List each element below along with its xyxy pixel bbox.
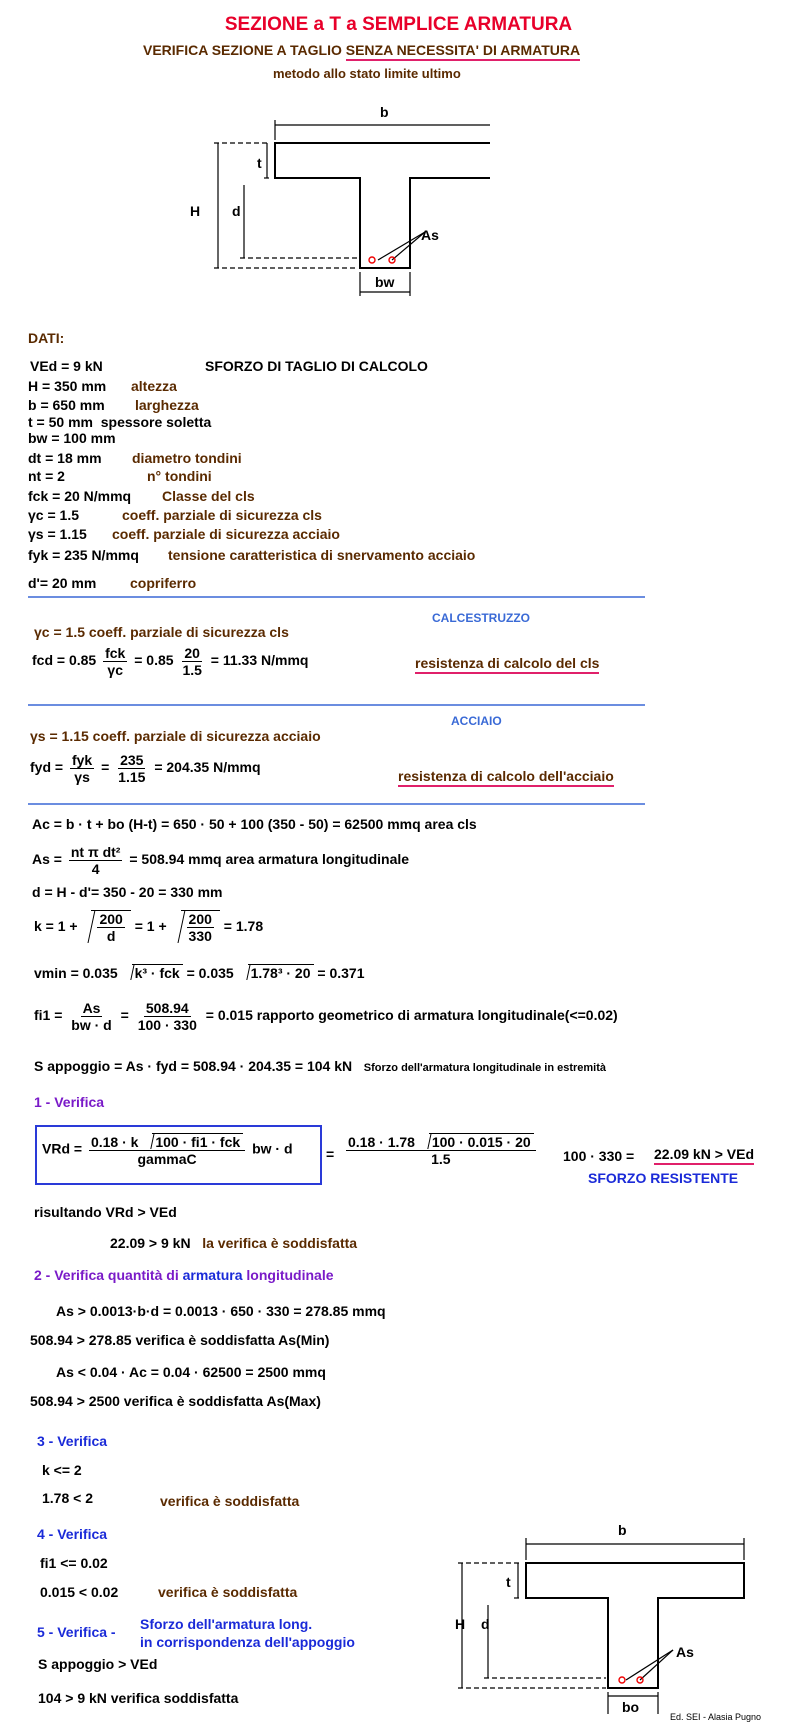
t-section-diagram-top [200,100,490,300]
v5-desc-1: Sforzo dell'armatura long. [140,1616,313,1632]
t-value [28,414,211,430]
sapp-text: S appoggio = As · fyd = 508.94 · 204.35 = 104 kN [34,1058,353,1074]
v4-line1: fi1 <= 0.02 [40,1555,108,1571]
k-a: k = 1 + [34,918,78,935]
fcd-a: fcd = 0.85 [32,652,97,669]
ved-value: VEd = 9 kN [30,358,103,374]
gs-value: γs = 1.15 [28,526,87,542]
v2-min-check: 508.94 > 278.85 verifica è soddisfatta As(Min) [30,1332,330,1348]
dim-t-bottom: t [506,1574,511,1590]
fi-b: = [120,1007,129,1024]
dim-b: b [380,104,389,120]
k-b: = 1 + [134,918,167,935]
dt-value: dt = 18 mm [28,450,102,466]
vrd-formula [42,1133,293,1167]
v3-line2: 1.78 < 2 [42,1490,93,1506]
dim-d-bottom: d [481,1616,490,1632]
fcd-c: = 11.33 N/mmq [210,652,309,669]
dim-bw: bw [375,274,395,290]
acciaio-section-title: ACCIAIO [451,714,502,728]
b-value: b = 650 mm [28,397,105,413]
bw-value: bw = 100 mm [28,430,116,446]
k-formula [34,910,263,944]
dim-H-bottom: H [455,1616,466,1632]
vrd-label-resistente: SFORZO RESISTENTE [588,1170,739,1186]
vrd-fraction-2: $\frac{0.18 \cdot 1.78 100 \cdot 0.015 \cdot 20}{1.5}$ [346,1133,536,1167]
subtitle-part-a: VERIFICA SEZIONE A TAGLIO [143,42,346,58]
fcd-formula [32,645,308,678]
vrd-formula-2 [343,1133,539,1167]
fi-fraction-1: $\frac{As}{bw \cdot d}$ [71,1000,112,1033]
v5-line2: 104 > 9 kN verifica soddisfatta [38,1690,239,1706]
t-section-diagram-bottom [448,1520,748,1720]
fck-desc: Classe del cls [162,488,255,504]
v1-check-desc: la verifica è soddisfatta [202,1235,358,1251]
v1-check-values: 22.09 > 9 kN [110,1235,191,1251]
dp-value: d'= 20 mm [28,575,97,591]
fyd-c: = 204.35 N/mmq [154,759,261,776]
footer-credit: Ed. SEI - Alasia Pugno [670,1712,762,1722]
H-value: H = 350 mm [28,378,107,394]
as-fraction: $\frac{\text{nt π dt²}}{4}$ [70,844,121,877]
cls-section-title: CALCESTRUZZO [432,611,530,625]
page-title: SEZIONE a T a SEMPLICE ARMATURA [224,14,573,35]
fyd-fraction-2: $\frac{235}{1.15}$ [118,752,146,785]
k-sqrt-1: $\frac{200}{d}$ [91,910,130,944]
verifica-2-heading: 2 - Verifica quantità di armatura longitudinale [34,1267,334,1283]
vmin-b: = 0.035 [186,965,234,981]
fi-fraction-2: $\frac{508.94}{100 \cdot 330}$ [137,1000,197,1033]
divider-3 [28,803,645,805]
v2-max: As < 0.04 · Ac = 0.04 · 62500 = 2500 mmq [56,1364,326,1380]
v4-desc: verifica è soddisfatta [158,1584,298,1600]
fcd-fraction-1: $\frac{\text{fck}}{\gamma c}$ [105,645,126,678]
fi-a: fi1 = [34,1007,63,1024]
as-formula [32,844,409,877]
v1-check [110,1235,357,1251]
ved-desc: SFORZO DI TAGLIO DI CALCOLO [205,358,428,374]
fyd-fraction-1: $\frac{\text{fyk}}{\gamma s}$ [71,752,93,785]
vrd-label: VRd = [42,1140,83,1157]
fcd-fraction-2: $\frac{20}{1.5}$ [182,645,202,678]
fyk-desc: tensione caratteristica di snervamento acciaio [168,547,476,563]
d-line: d = H - d'= 350 - 20 = 330 mm [32,884,223,900]
dt-desc: diametro tondini [132,450,242,466]
dim-d-top: d [232,203,241,219]
v4-line2: 0.015 < 0.02 [40,1584,119,1600]
fck-value: fck = 20 N/mmq [28,488,132,504]
v2-max-check: 508.94 > 2500 verifica è soddisfatta As(Max) [30,1393,321,1409]
H-desc: altezza [131,378,177,394]
fyd-label: resistenza di calcolo dell'acciaio [398,768,614,784]
dati-heading: DATI: [28,330,65,346]
gs-desc: coeff. parziale di sicurezza acciaio [112,526,340,542]
verifica-1-heading: 1 - Verifica [34,1094,105,1110]
k-sqrt-2: $\frac{200}{330}$ [181,910,220,944]
vrd-eq: = [326,1146,335,1162]
subtitle-part-b: SENZA NECESSITA' DI ARMATURA [346,42,580,61]
k-c: = 1.78 [223,918,264,935]
t-desc: spessore soletta [100,414,212,430]
page-subtitle [143,42,580,58]
fi-formula [34,1000,618,1033]
v3-line1: k <= 2 [42,1462,82,1478]
vrd-fraction-1: $\frac{\text{0.18 · k 100 · fi1 · fck}}{\text{gammaC}}$ [89,1133,245,1167]
fyk-value: fyk = 235 N/mmq [28,547,139,563]
vrd-bwd: bw · d [252,1140,293,1157]
dim-bo-bottom: bo [622,1699,640,1715]
as-b: = 508.94 mmq area armatura longitudinale [129,851,410,868]
fyd-formula [30,752,261,785]
vmin-c: = 0.371 [317,965,365,981]
dim-b-bottom: b [618,1522,627,1538]
v5-desc-2: in corrispondenza dell'appoggio [140,1634,355,1650]
as-a: As = [32,851,62,868]
label-As: As [421,227,439,243]
cls-gc-line: γc = 1.5 coeff. parziale di sicurezza cls [34,624,289,640]
method-text: metodo allo stato limite ultimo [273,66,461,81]
fcd-label: resistenza di calcolo del cls [415,655,599,671]
nt-desc: n° tondini [147,468,212,484]
t-value-text: t = 50 mm [28,414,93,430]
acciaio-gs-line: γs = 1.15 coeff. parziale di sicurezza acciaio [30,728,321,744]
vmin-sqrt-1: k³ · fck [132,964,183,981]
vmin-a: vmin = 0.035 [34,965,118,981]
fi-c: = 0.015 rapporto geometrico di armatura longitudinale(<=0.02) [205,1007,618,1024]
nt-value: nt = 2 [28,468,65,484]
vmin-sqrt-2: 1.78³ · 20 [248,964,314,981]
b-desc: larghezza [135,397,199,413]
v5-line1: S appoggio > VEd [38,1656,158,1672]
risultando-line: risultando VRd > VEd [34,1204,177,1220]
verifica-4-heading: 4 - Verifica [37,1526,108,1542]
divider-1 [28,596,645,598]
divider-2 [28,704,645,706]
vrd-result: 22.09 kN > VEd [654,1146,754,1162]
ac-line: Ac = b · t + bo (H-t) = 650 · 50 + 100 (350 - 50) = 62500 mmq area cls [32,816,477,832]
verifica-3-heading: 3 - Verifica [37,1433,108,1449]
vmin-formula [34,964,365,981]
vrd-tail: 100 · 330 = [563,1148,635,1164]
gc-value: γc = 1.5 [28,507,79,523]
sapp-desc: Sforzo dell'armatura longitudinale in estremità [363,1062,607,1074]
gc-desc: coeff. parziale di sicurezza cls [122,507,322,523]
sapp-line [34,1058,606,1074]
v3-desc: verifica è soddisfatta [160,1493,300,1509]
verifica-5-heading: 5 - Verifica - [37,1624,116,1640]
v2-min: As > 0.0013·b·d = 0.0013 · 650 · 330 = 278.85 mmq [56,1303,386,1319]
fcd-b: = 0.85 [134,652,174,669]
dp-desc: copriferro [130,575,197,591]
fyd-b: = [101,759,110,776]
dim-H-top: H [190,203,201,219]
dim-t: t [257,155,262,171]
fyd-a: fyd = [30,759,64,776]
label-As-bottom: As [676,1644,694,1660]
